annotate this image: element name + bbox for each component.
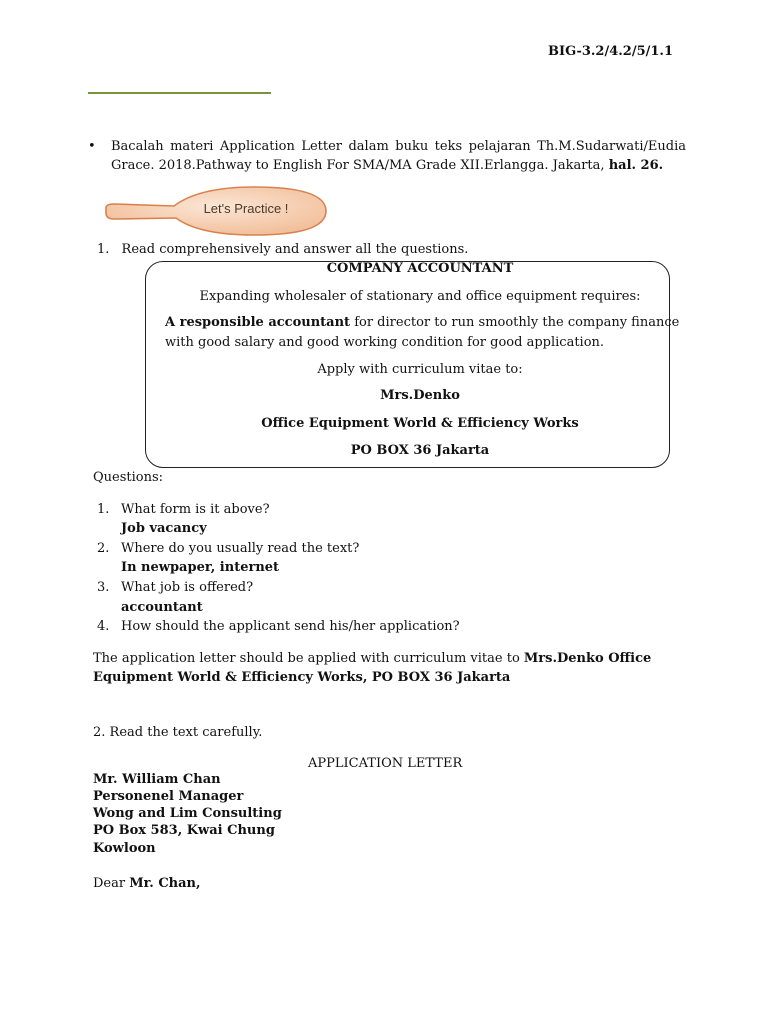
question-text: Where do you usually read the text? (121, 541, 360, 556)
practice-callout-label: Let's Practice ! (203, 201, 289, 216)
salutation-plain: Dear (93, 876, 130, 891)
ad-line3: with good salary and good working condition for good application. (165, 335, 605, 350)
section1-number: 1. (97, 242, 110, 257)
recipient-line: Mr. William Chan (93, 772, 221, 787)
question-number: 4. (97, 619, 110, 634)
questions-label: Questions: (93, 470, 164, 485)
question-text: What job is offered? (121, 580, 254, 595)
ad-line1: Expanding wholesaler of stationary and office equipment requires: (199, 289, 641, 304)
recipient-line: PO Box 583, Kwai Chung (93, 823, 275, 838)
recipient-line: Wong and Lim Consulting (93, 806, 282, 821)
bullet-icon: • (88, 139, 96, 154)
question-number: 3. (97, 580, 110, 595)
question-text: What form is it above? (121, 502, 270, 517)
recipient-line: Personenel Manager (93, 789, 244, 804)
section1-instruction (97, 241, 468, 260)
section2-instruction: 2. Read the text carefully. (93, 725, 263, 740)
instruction-text: Bacalah materi Application Letter dalam buku teks pelajaran Th.M.Sudarwati/Eudia Grace. 2018.Pathway to English For SMA/MA Grade XII.Erlangga. Jakarta, (111, 139, 686, 173)
green-divider (88, 92, 271, 94)
question-number: 2. (97, 541, 110, 556)
question4-answer (93, 650, 693, 688)
recipient-line: Kowloon (93, 841, 156, 856)
ad-line4: Apply with curriculum vitae to: (317, 362, 523, 377)
ad-address: PO BOX 36 Jakarta (350, 443, 490, 458)
ad-contact-name: Mrs.Denko (380, 388, 460, 403)
ad-line2 (165, 314, 679, 333)
question-answer: Job vacancy (121, 521, 207, 536)
answer4-plain: The application letter should be applied with curriculum vitae to (93, 651, 524, 666)
ad-line2-rest: for director to run smoothly the company finance (350, 315, 680, 330)
section1-instruction-text: Read comprehensively and answer all the questions. (121, 242, 469, 257)
reading-instruction (88, 138, 686, 176)
answer4-bold: Mrs.Denko Office Equipment World & Efficiency Works, PO BOX 36 Jakarta (93, 651, 652, 685)
page-reference: hal. 26. (608, 157, 664, 173)
salutation (93, 875, 201, 894)
salutation-bold: Mr. Chan, (129, 876, 201, 891)
question-text: How should the applicant send his/her application? (121, 619, 460, 634)
question-number: 1. (97, 502, 110, 517)
question-answer: accountant (121, 600, 203, 615)
document-code: BIG-3.2/4.2/5/1.1 (548, 44, 673, 59)
question-answer: In newpaper, internet (121, 560, 280, 575)
ad-line2-bold: A responsible accountant (165, 315, 351, 330)
application-letter-title: APPLICATION LETTER (308, 756, 463, 771)
ad-company: Office Equipment World & Efficiency Works (261, 416, 579, 431)
ad-title: COMPANY ACCOUNTANT (326, 261, 514, 276)
